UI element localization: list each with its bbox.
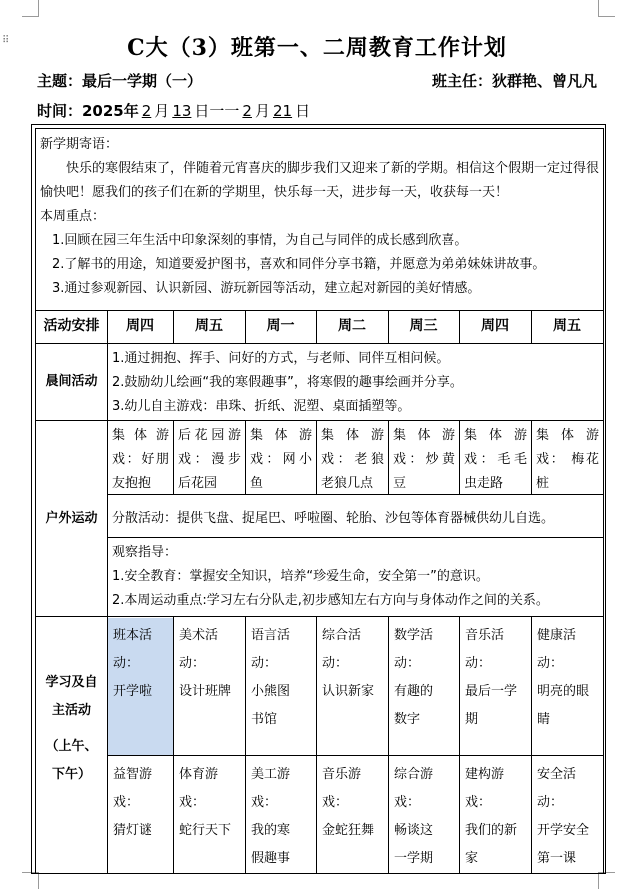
outdoor-game-cell[interactable] <box>250 424 312 496</box>
date-line <box>37 100 310 121</box>
study-activity-text: 我们的新 <box>465 823 518 838</box>
outdoor-game-text: 集 体 游 <box>393 428 455 443</box>
study-activity-text: 安全活 <box>537 767 577 782</box>
outdoor-game-text: 后花园游 <box>178 428 241 443</box>
study-activity-text: 数字 <box>394 712 421 727</box>
outdoor-game-text: 戏：炒黄 <box>393 452 455 467</box>
month-char-2: 月 <box>254 102 270 120</box>
study-activity-text: 动： <box>322 656 349 671</box>
study-activity-text: 第一课 <box>537 851 577 866</box>
column-divider <box>316 420 317 495</box>
study-activity-text: 动： <box>537 656 564 671</box>
study-activity-text: 有趣的 <box>394 684 434 699</box>
start-month: 2 <box>141 102 152 120</box>
study-activity-text: 美工游 <box>251 767 291 782</box>
study-activity-text: 数学活 <box>394 628 434 643</box>
crop-mark-top-left <box>22 0 39 17</box>
study-label-line: （上午、 <box>45 739 98 754</box>
focus-item: 2.了解书的用途，知道要爱护图书，喜欢和同伴分享书籍，并愿意为弟弟妹妹讲故事。 <box>52 257 546 272</box>
morning-label: 晨间活动 <box>45 374 98 389</box>
start-day: 13 <box>172 102 192 120</box>
intro-paragraph: 快乐的寒假结束了，伴随着元宵喜庆的脚步我们又迎来了新的学期。相信这个假期一定过得很愉快吧！愿我们的孩子们在新的学期里，快乐每一天，进步每一天，收获每一天！ <box>40 161 600 200</box>
study-activity-text: 综合游 <box>394 767 434 782</box>
column-divider <box>245 420 246 495</box>
theme-line <box>37 70 597 91</box>
study-activity-cell[interactable] <box>246 757 316 874</box>
outdoor-game-text: 戏：毛毛 <box>464 452 527 467</box>
document-title: C大（3）班第一、二周教育工作计划 <box>127 35 507 61</box>
study-activity-text: 建构游 <box>465 767 505 782</box>
outdoor-game-text: 集 体 游 <box>321 428 384 443</box>
study-activity-text: 戏： <box>465 795 492 810</box>
study-label <box>36 669 107 789</box>
outdoor-game-text: 集 体 游 <box>112 428 169 443</box>
study-activity-text: 一学期 <box>394 851 434 866</box>
observation-guide-cell[interactable] <box>112 541 600 613</box>
outdoor-game-cell[interactable] <box>464 424 527 496</box>
study-activity-text: 明亮的眼 <box>537 684 590 699</box>
study-activity-cell[interactable] <box>108 757 173 874</box>
study-activity-cell[interactable] <box>532 757 603 874</box>
study-activity-text: 综合活 <box>322 628 362 643</box>
day-header: 周三 <box>409 318 438 334</box>
day-char-1: 日一一 <box>194 102 240 120</box>
study-activity-cell[interactable] <box>246 618 316 755</box>
day-header: 周五 <box>195 318 223 334</box>
plan-table-inner <box>35 128 604 874</box>
study-activity-text: 音乐游 <box>322 767 362 782</box>
month-char-1: 月 <box>154 102 170 120</box>
study-activity-cell[interactable] <box>460 757 531 874</box>
study-activity-text: 健康活 <box>537 628 577 643</box>
outdoor-game-text: 虫走路 <box>464 476 504 491</box>
study-activity-text: 动： <box>537 795 564 810</box>
focus-heading: 本周重点： <box>40 209 106 224</box>
observation-heading: 观察指导： <box>112 545 178 560</box>
outdoor-game-text: 戏：网小 <box>250 452 312 467</box>
crop-mark-top-right <box>598 0 615 17</box>
outdoor-game-text: 友抱抱 <box>112 476 152 491</box>
row-divider <box>36 343 603 344</box>
theme-label: 主题：最后一学期（一） <box>37 72 203 90</box>
teacher-label: 班主任：狄群艳、曾凡凡 <box>431 72 597 90</box>
outdoor-game-cell[interactable] <box>393 424 455 496</box>
end-day: 21 <box>272 102 293 120</box>
outdoor-game-text: 戏：好朋 <box>112 452 169 467</box>
study-activity-cell[interactable] <box>108 618 173 755</box>
study-activity-text: 最后一学 <box>465 684 518 699</box>
column-divider <box>459 420 460 495</box>
plan-table <box>31 124 606 874</box>
morning-item: 3.幼儿自主游戏：串珠、折纸、泥塑、桌面插塑等。 <box>112 399 411 414</box>
study-activity-text: 设计班牌 <box>179 684 232 699</box>
study-activity-cell[interactable] <box>389 618 459 755</box>
outdoor-label: 户外运动 <box>45 510 98 526</box>
study-activity-text: 期 <box>465 712 479 727</box>
morning-item: 1.通过拥抱、挥手、问好的方式，与老师、同伴互相问候。 <box>112 351 450 366</box>
study-activity-cell[interactable] <box>174 757 245 874</box>
study-activity-text: 小熊图 <box>251 684 291 699</box>
column-divider <box>388 420 389 495</box>
day-header: 周四 <box>126 318 154 334</box>
study-activity-cell[interactable] <box>460 618 531 755</box>
outdoor-game-cell[interactable] <box>321 424 384 496</box>
study-activity-cell[interactable] <box>174 618 245 755</box>
study-activity-text: 认识新家 <box>322 684 375 699</box>
study-activity-text: 睛 <box>537 712 551 727</box>
column-divider <box>173 420 174 495</box>
study-activity-text: 戏： <box>394 795 421 810</box>
intro-cell[interactable] <box>40 133 600 301</box>
study-activity-text: 益智游 <box>113 767 153 782</box>
outdoor-game-cell[interactable] <box>112 424 169 496</box>
row-divider <box>36 616 603 617</box>
outdoor-game-text: 集 体 游 <box>464 428 527 443</box>
study-activity-text: 家 <box>465 851 479 866</box>
row-divider <box>107 537 603 538</box>
study-label-line: 主活动 <box>51 703 91 718</box>
study-activity-text: 动： <box>465 656 492 671</box>
study-activity-text: 体育游 <box>179 767 219 782</box>
study-label-line: 学习及自 <box>45 675 98 690</box>
outdoor-game-text: 老狼几点 <box>321 476 374 491</box>
outdoor-game-text: 集 体 游 <box>536 428 599 443</box>
row-divider <box>36 420 603 421</box>
crop-mark-bottom-right <box>598 872 615 889</box>
study-activity-text: 班本活 <box>113 628 153 643</box>
focus-item: 1.回顾在园三年生活中印象深刻的事情，为自己与同伴的成长感到欣喜。 <box>52 233 468 248</box>
observation-item: 1.安全教育：掌握安全知识，培养“珍爱生命，安全第一”的意识。 <box>112 569 489 584</box>
time-prefix: 时间：2025年 <box>37 102 139 120</box>
study-activity-text: 畅谈这 <box>394 823 434 838</box>
study-activity-cell[interactable] <box>317 757 388 874</box>
outdoor-game-text: 鱼 <box>250 476 264 491</box>
end-month: 2 <box>242 102 252 120</box>
outdoor-game-cell[interactable] <box>536 424 599 496</box>
crop-mark-bottom-left <box>22 872 39 889</box>
study-activity-text: 猜灯谜 <box>113 823 153 838</box>
intro-heading: 新学期寄语： <box>40 137 119 152</box>
outdoor-game-text: 集 体 游 <box>250 428 312 443</box>
column-divider <box>531 420 532 495</box>
study-activity-cell[interactable] <box>532 618 603 755</box>
day-header: 周二 <box>338 318 366 334</box>
focus-item: 3.通过参观新园、认识新园、游玩新园等活动，建立起对新园的美好情感。 <box>52 281 481 296</box>
outdoor-game-text: 戏： 梅花 <box>536 452 599 467</box>
outdoor-game-cell[interactable] <box>178 424 241 496</box>
study-activity-text: 开学啦 <box>113 684 153 699</box>
study-activity-text: 美术活 <box>179 628 219 643</box>
study-activity-text: 开学安全 <box>537 823 590 838</box>
row-divider <box>107 755 603 756</box>
outdoor-game-text: 后花园 <box>178 476 218 491</box>
day-header: 周一 <box>266 318 295 334</box>
study-activity-text: 书馆 <box>251 712 278 727</box>
day-header: 周五 <box>553 318 581 334</box>
outdoor-game-text: 豆 <box>393 476 407 491</box>
morning-cell[interactable] <box>112 347 600 419</box>
observation-item: 2.本周运动重点:学习左右分队走,初步感知左右方向与身体动作之间的关系。 <box>112 593 549 608</box>
table-move-handle-icon[interactable]: ⠿ <box>2 35 9 46</box>
split-activity[interactable]: 分散活动：提供飞盘、捉尾巴、呼啦圈、轮胎、沙包等体育器械供幼儿自选。 <box>112 511 555 526</box>
study-activity-text: 蛇行天下 <box>179 823 232 838</box>
morning-item: 2.鼓励幼儿绘画“我的寒假趣事”，将寒假的趣事绘画并分享。 <box>112 375 463 390</box>
study-activity-text: 金蛇狂舞 <box>322 823 375 838</box>
day-header: 周四 <box>481 318 509 334</box>
study-activity-text: 假趣事 <box>251 851 291 866</box>
study-activity-text: 语言活 <box>251 628 291 643</box>
study-activity-text: 戏： <box>251 795 278 810</box>
study-activity-cell[interactable] <box>389 757 459 874</box>
study-activity-text: 动： <box>394 656 421 671</box>
study-activity-text: 动： <box>179 656 206 671</box>
study-activity-text: 音乐活 <box>465 628 505 643</box>
activity-schedule-header: 活动安排 <box>43 318 100 334</box>
day-char-2: 日 <box>295 102 311 120</box>
study-activity-text: 戏： <box>322 795 349 810</box>
study-activity-cell[interactable] <box>317 618 388 755</box>
outdoor-game-text: 戏：老狼 <box>321 452 384 467</box>
study-label-line: 下午） <box>51 767 91 782</box>
study-activity-text: 戏： <box>179 795 206 810</box>
outdoor-game-text: 桩 <box>536 476 550 491</box>
study-activity-text: 戏： <box>113 795 140 810</box>
study-activity-text: 动： <box>113 656 140 671</box>
study-activity-text: 动： <box>251 656 278 671</box>
study-activity-text: 我的寒 <box>251 823 291 838</box>
outdoor-game-text: 戏：漫步 <box>178 452 241 467</box>
